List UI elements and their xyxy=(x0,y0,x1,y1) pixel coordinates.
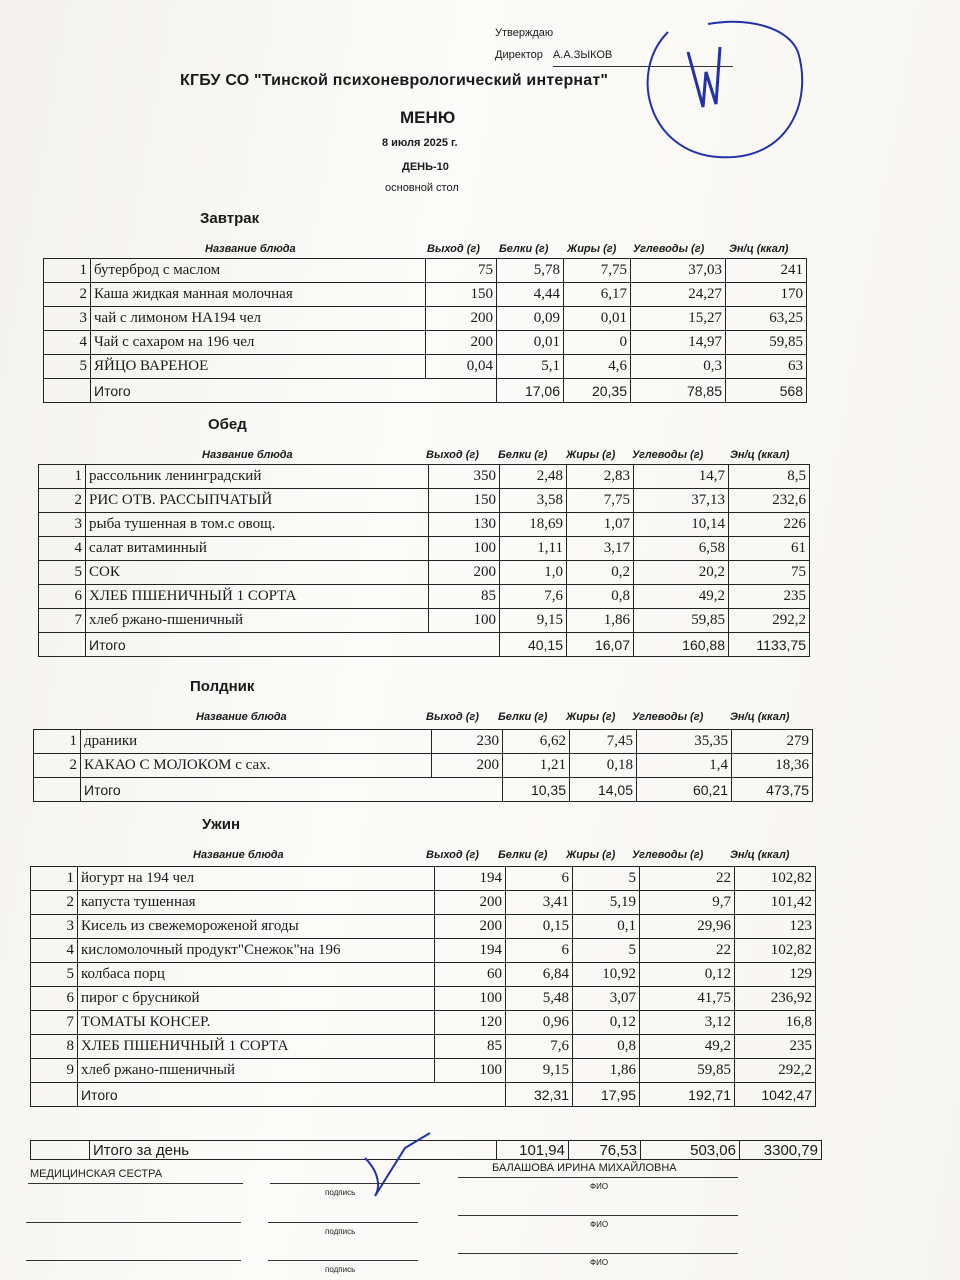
dish-protein: 0,96 xyxy=(506,1011,573,1035)
total-row xyxy=(44,379,807,403)
dish-yield: 100 xyxy=(429,609,500,633)
dish-name: РИС ОТВ. РАССЫПЧАТЫЙ xyxy=(86,489,429,513)
dish-kcal: 63,25 xyxy=(726,307,807,331)
menu-row xyxy=(39,513,810,537)
dish-name: хлеб ржано-пшеничный xyxy=(86,609,429,633)
dish-carbs: 29,96 xyxy=(640,915,735,939)
lunch-header xyxy=(202,449,789,461)
row-number: 2 xyxy=(39,489,86,513)
dish-yield: 150 xyxy=(429,489,500,513)
total-blank xyxy=(44,379,91,403)
total-blank xyxy=(39,633,86,657)
dish-carbs: 22 xyxy=(640,939,735,963)
row-number: 2 xyxy=(34,754,81,778)
dish-name: бутерброд с маслом xyxy=(91,259,426,283)
dish-name: Чай с сахаром на 196 чел xyxy=(91,331,426,355)
nurse-line xyxy=(28,1183,243,1184)
menu-row xyxy=(31,963,816,987)
dish-fat: 10,92 xyxy=(573,963,640,987)
total-carbs: 60,21 xyxy=(637,778,732,802)
day-total-label: Итого за день xyxy=(90,1141,497,1160)
total-label: Итого xyxy=(81,778,503,802)
dish-kcal: 16,8 xyxy=(735,1011,816,1035)
fio-caption-3: ФИО xyxy=(590,1258,609,1267)
director-label: Директор xyxy=(495,49,543,61)
dish-protein: 7,6 xyxy=(506,1035,573,1059)
dish-name: пирог с брусникой xyxy=(78,987,435,1011)
dish-kcal: 241 xyxy=(726,259,807,283)
dish-carbs: 35,35 xyxy=(637,730,732,754)
dish-name: ЯЙЦО ВАРЕНОЕ xyxy=(91,355,426,379)
dish-carbs: 6,58 xyxy=(634,537,729,561)
col-fat: Жиры (г) xyxy=(566,711,616,723)
menu-date: 8 июля 2025 г. xyxy=(382,137,458,149)
dish-kcal: 59,85 xyxy=(726,331,807,355)
dish-kcal: 63 xyxy=(726,355,807,379)
dish-yield: 200 xyxy=(429,561,500,585)
dish-carbs: 14,97 xyxy=(631,331,726,355)
dish-protein: 2,48 xyxy=(500,465,567,489)
dish-yield: 100 xyxy=(429,537,500,561)
dish-yield: 200 xyxy=(426,307,497,331)
blank-line-3a xyxy=(26,1260,241,1261)
director-signature-stamp xyxy=(628,12,818,162)
dish-name: колбаса порц xyxy=(78,963,435,987)
row-number: 5 xyxy=(44,355,91,379)
day-total-carbs: 503,06 xyxy=(641,1141,740,1160)
director-name: А.А.ЗЫКОВ xyxy=(553,44,733,67)
breakfast-table xyxy=(43,258,807,403)
total-protein: 10,35 xyxy=(503,778,570,802)
dish-yield: 100 xyxy=(435,987,506,1011)
total-protein: 17,06 xyxy=(497,379,564,403)
dish-carbs: 49,2 xyxy=(634,585,729,609)
dish-name: рассольник ленинградский xyxy=(86,465,429,489)
day-total-fat: 76,53 xyxy=(569,1141,641,1160)
row-number: 8 xyxy=(31,1035,78,1059)
dish-protein: 7,6 xyxy=(500,585,567,609)
dinner-title: Ужин xyxy=(202,816,241,833)
menu-row xyxy=(31,1035,816,1059)
total-kcal: 1042,47 xyxy=(735,1083,816,1107)
dish-fat: 2,83 xyxy=(567,465,634,489)
breakfast-title: Завтрак xyxy=(200,210,260,227)
menu-row xyxy=(31,891,816,915)
total-blank xyxy=(34,778,81,802)
dish-protein: 5,78 xyxy=(497,259,564,283)
row-number: 5 xyxy=(31,963,78,987)
row-number: 7 xyxy=(31,1011,78,1035)
dish-yield: 150 xyxy=(426,283,497,307)
sign-caption-2: подпись xyxy=(325,1227,356,1236)
dish-carbs: 37,03 xyxy=(631,259,726,283)
dish-kcal: 123 xyxy=(735,915,816,939)
nurse-label: МЕДИЦИНСКАЯ СЕСТРА xyxy=(30,1168,163,1180)
dish-yield: 200 xyxy=(435,915,506,939)
menu-row xyxy=(39,561,810,585)
dish-fat: 1,86 xyxy=(573,1059,640,1083)
col-yield: Выход (г) xyxy=(426,849,479,861)
row-number: 6 xyxy=(31,987,78,1011)
snack-header xyxy=(196,711,789,723)
row-number: 4 xyxy=(44,331,91,355)
dish-kcal: 235 xyxy=(729,585,810,609)
row-number: 3 xyxy=(44,307,91,331)
total-kcal: 473,75 xyxy=(732,778,813,802)
menu-row xyxy=(44,307,807,331)
row-number: 2 xyxy=(44,283,91,307)
fio-caption-2: ФИО xyxy=(590,1220,609,1229)
row-number: 1 xyxy=(31,867,78,891)
dish-name: драники xyxy=(81,730,432,754)
col-protein: Белки (г) xyxy=(498,849,548,861)
dish-protein: 1,0 xyxy=(500,561,567,585)
dish-protein: 1,21 xyxy=(503,754,570,778)
dish-carbs: 15,27 xyxy=(631,307,726,331)
dish-fat: 5 xyxy=(573,939,640,963)
dish-protein: 18,69 xyxy=(500,513,567,537)
dish-fat: 3,07 xyxy=(573,987,640,1011)
col-kcal: Эн/ц (ккал) xyxy=(729,243,789,255)
dish-yield: 120 xyxy=(435,1011,506,1035)
dish-name: капуста тушенная xyxy=(78,891,435,915)
day-total-kcal: 3300,79 xyxy=(740,1141,822,1160)
dish-name: КАКАО С МОЛОКОМ с сах. xyxy=(81,754,432,778)
dish-name: чай с лимоном НА194 чел xyxy=(91,307,426,331)
col-name: Название блюда xyxy=(193,849,284,861)
total-protein: 40,15 xyxy=(500,633,567,657)
dinner-header xyxy=(193,849,789,861)
lunch-table xyxy=(38,464,810,657)
col-kcal: Эн/ц (ккал) xyxy=(730,449,790,461)
dish-kcal: 18,36 xyxy=(732,754,813,778)
dish-protein: 1,11 xyxy=(500,537,567,561)
dish-protein: 9,15 xyxy=(500,609,567,633)
dish-yield: 200 xyxy=(426,331,497,355)
dish-kcal: 102,82 xyxy=(735,867,816,891)
dish-protein: 6,62 xyxy=(503,730,570,754)
dish-name: Каша жидкая манная молочная xyxy=(91,283,426,307)
dish-kcal: 226 xyxy=(729,513,810,537)
col-name: Название блюда xyxy=(202,449,293,461)
dish-yield: 100 xyxy=(435,1059,506,1083)
dish-carbs: 59,85 xyxy=(640,1059,735,1083)
dish-fat: 3,17 xyxy=(567,537,634,561)
menu-row xyxy=(31,1011,816,1035)
menu-row xyxy=(44,331,807,355)
dish-yield: 85 xyxy=(435,1035,506,1059)
col-fat: Жиры (г) xyxy=(566,849,616,861)
row-number: 5 xyxy=(39,561,86,585)
dish-yield: 0,04 xyxy=(426,355,497,379)
dish-protein: 3,58 xyxy=(500,489,567,513)
menu-row xyxy=(39,585,810,609)
breakfast-header xyxy=(205,243,788,255)
dish-carbs: 10,14 xyxy=(634,513,729,537)
approve-label: Утверждаю xyxy=(495,27,554,39)
col-fat: Жиры (г) xyxy=(567,243,617,255)
dish-fat: 1,86 xyxy=(567,609,634,633)
dish-yield: 200 xyxy=(432,754,503,778)
dish-protein: 5,48 xyxy=(506,987,573,1011)
col-fat: Жиры (г) xyxy=(566,449,616,461)
dish-protein: 6,84 xyxy=(506,963,573,987)
nurse-signature xyxy=(360,1128,440,1198)
fio-line-3 xyxy=(458,1253,738,1254)
dish-name: салат витаминный xyxy=(86,537,429,561)
dish-protein: 0,09 xyxy=(497,307,564,331)
dinner-table xyxy=(30,866,816,1107)
menu-row xyxy=(31,987,816,1011)
row-number: 3 xyxy=(31,915,78,939)
total-kcal: 568 xyxy=(726,379,807,403)
menu-row xyxy=(31,1059,816,1083)
dish-carbs: 20,2 xyxy=(634,561,729,585)
col-name: Название блюда xyxy=(196,711,287,723)
dish-carbs: 59,85 xyxy=(634,609,729,633)
dish-protein: 5,1 xyxy=(497,355,564,379)
dish-fat: 7,75 xyxy=(564,259,631,283)
row-number: 1 xyxy=(34,730,81,754)
row-number: 1 xyxy=(44,259,91,283)
dish-name: хлеб ржано-пшеничный xyxy=(78,1059,435,1083)
dish-carbs: 0,12 xyxy=(640,963,735,987)
dish-protein: 3,41 xyxy=(506,891,573,915)
row-number: 3 xyxy=(39,513,86,537)
row-number: 4 xyxy=(31,939,78,963)
dish-yield: 200 xyxy=(435,891,506,915)
dish-kcal: 170 xyxy=(726,283,807,307)
dish-protein: 4,44 xyxy=(497,283,564,307)
dish-kcal: 102,82 xyxy=(735,939,816,963)
menu-row xyxy=(31,867,816,891)
menu-title: МЕНЮ xyxy=(400,108,456,127)
total-label: Итого xyxy=(78,1083,506,1107)
menu-row xyxy=(39,465,810,489)
col-protein: Белки (г) xyxy=(498,449,548,461)
col-protein: Белки (г) xyxy=(498,711,548,723)
dish-carbs: 49,2 xyxy=(640,1035,735,1059)
dish-carbs: 0,3 xyxy=(631,355,726,379)
dish-yield: 60 xyxy=(435,963,506,987)
dish-name: йогурт на 194 чел xyxy=(78,867,435,891)
total-fat: 16,07 xyxy=(567,633,634,657)
dish-fat: 7,45 xyxy=(570,730,637,754)
dish-yield: 350 xyxy=(429,465,500,489)
col-yield: Выход (г) xyxy=(427,243,480,255)
dish-carbs: 41,75 xyxy=(640,987,735,1011)
col-carbs: Углеводы (г) xyxy=(632,849,704,861)
dish-yield: 194 xyxy=(435,939,506,963)
col-name: Название блюда xyxy=(205,243,296,255)
row-number: 9 xyxy=(31,1059,78,1083)
col-carbs: Углеводы (г) xyxy=(632,449,704,461)
col-carbs: Углеводы (г) xyxy=(633,243,705,255)
sign-caption-3: подпись xyxy=(325,1265,356,1274)
dish-name: ХЛЕБ ПШЕНИЧНЫЙ 1 СОРТА xyxy=(78,1035,435,1059)
dish-kcal: 232,6 xyxy=(729,489,810,513)
table-kind: основной стол xyxy=(385,182,459,194)
dish-fat: 4,6 xyxy=(564,355,631,379)
sign-caption-1: подпись xyxy=(325,1188,356,1197)
dish-fat: 0,01 xyxy=(564,307,631,331)
dish-kcal: 279 xyxy=(732,730,813,754)
row-number: 7 xyxy=(39,609,86,633)
col-kcal: Эн/ц (ккал) xyxy=(730,711,790,723)
dish-fat: 0,2 xyxy=(567,561,634,585)
sign-line-3 xyxy=(268,1260,418,1261)
dish-fat: 0,8 xyxy=(567,585,634,609)
dish-fat: 1,07 xyxy=(567,513,634,537)
dish-name: ТОМАТЫ КОНСЕР. xyxy=(78,1011,435,1035)
col-carbs: Углеводы (г) xyxy=(632,711,704,723)
dish-carbs: 3,12 xyxy=(640,1011,735,1035)
menu-row xyxy=(31,939,816,963)
dish-fat: 0 xyxy=(564,331,631,355)
dish-kcal: 61 xyxy=(729,537,810,561)
dish-kcal: 235 xyxy=(735,1035,816,1059)
row-number: 2 xyxy=(31,891,78,915)
total-fat: 14,05 xyxy=(570,778,637,802)
dish-carbs: 1,4 xyxy=(637,754,732,778)
fio-line-2 xyxy=(458,1215,738,1216)
dish-fat: 0,8 xyxy=(573,1035,640,1059)
fio-line-1 xyxy=(458,1177,738,1178)
total-carbs: 160,88 xyxy=(634,633,729,657)
dish-name: рыба тушенная в том.с овощ. xyxy=(86,513,429,537)
blank-line-2a xyxy=(26,1222,241,1223)
dish-yield: 130 xyxy=(429,513,500,537)
dish-name: кисломолочный продукт"Снежок"на 196 xyxy=(78,939,435,963)
dish-fat: 5 xyxy=(573,867,640,891)
total-kcal: 1133,75 xyxy=(729,633,810,657)
dish-name: ХЛЕБ ПШЕНИЧНЫЙ 1 СОРТА xyxy=(86,585,429,609)
sign-line-2 xyxy=(268,1222,418,1223)
menu-day: ДЕНЬ-10 xyxy=(402,161,449,173)
fio-caption-1: ФИО xyxy=(590,1182,609,1191)
total-carbs: 192,71 xyxy=(640,1083,735,1107)
dish-fat: 0,12 xyxy=(573,1011,640,1035)
menu-row xyxy=(34,754,813,778)
row-number: 6 xyxy=(39,585,86,609)
col-protein: Белки (г) xyxy=(499,243,549,255)
total-fat: 17,95 xyxy=(573,1083,640,1107)
menu-row xyxy=(44,355,807,379)
dish-carbs: 14,7 xyxy=(634,465,729,489)
dish-kcal: 292,2 xyxy=(729,609,810,633)
dish-yield: 194 xyxy=(435,867,506,891)
dish-protein: 9,15 xyxy=(506,1059,573,1083)
dish-carbs: 24,27 xyxy=(631,283,726,307)
dish-kcal: 101,42 xyxy=(735,891,816,915)
row-number: 4 xyxy=(39,537,86,561)
total-fat: 20,35 xyxy=(564,379,631,403)
menu-row xyxy=(34,730,813,754)
menu-row xyxy=(31,915,816,939)
day-total-protein: 101,94 xyxy=(497,1141,569,1160)
menu-row xyxy=(44,259,807,283)
dish-protein: 0,01 xyxy=(497,331,564,355)
total-carbs: 78,85 xyxy=(631,379,726,403)
dish-carbs: 9,7 xyxy=(640,891,735,915)
dish-protein: 6 xyxy=(506,939,573,963)
nurse-name: БАЛАШОВА ИРИНА МИХАЙЛОВНА xyxy=(492,1162,677,1174)
dish-name: СОК xyxy=(86,561,429,585)
dish-protein: 0,15 xyxy=(506,915,573,939)
dish-fat: 7,75 xyxy=(567,489,634,513)
total-row xyxy=(31,1083,816,1107)
col-yield: Выход (г) xyxy=(426,449,479,461)
dish-yield: 230 xyxy=(432,730,503,754)
col-yield: Выход (г) xyxy=(426,711,479,723)
dish-kcal: 129 xyxy=(735,963,816,987)
col-kcal: Эн/ц (ккал) xyxy=(730,849,790,861)
snack-table xyxy=(33,729,813,802)
menu-row xyxy=(39,489,810,513)
dish-protein: 6 xyxy=(506,867,573,891)
sign-line-1 xyxy=(270,1183,420,1184)
total-protein: 32,31 xyxy=(506,1083,573,1107)
dish-carbs: 22 xyxy=(640,867,735,891)
dish-kcal: 75 xyxy=(729,561,810,585)
dish-fat: 0,1 xyxy=(573,915,640,939)
row-number: 1 xyxy=(39,465,86,489)
menu-row xyxy=(39,537,810,561)
dish-kcal: 292,2 xyxy=(735,1059,816,1083)
dish-name: Кисель из свежемороженой ягоды xyxy=(78,915,435,939)
dish-carbs: 37,13 xyxy=(634,489,729,513)
dish-fat: 5,19 xyxy=(573,891,640,915)
lunch-title: Обед xyxy=(208,416,247,433)
total-blank xyxy=(31,1083,78,1107)
dish-fat: 6,17 xyxy=(564,283,631,307)
org-name: КГБУ СО "Тинской психоневрологический интернат" xyxy=(180,72,609,89)
snack-title: Полдник xyxy=(190,678,255,695)
total-row xyxy=(34,778,813,802)
menu-row xyxy=(44,283,807,307)
total-row xyxy=(39,633,810,657)
dish-fat: 0,18 xyxy=(570,754,637,778)
dish-kcal: 8,5 xyxy=(729,465,810,489)
total-label: Итого xyxy=(91,379,497,403)
dish-yield: 85 xyxy=(429,585,500,609)
dish-kcal: 236,92 xyxy=(735,987,816,1011)
menu-row xyxy=(39,609,810,633)
dish-yield: 75 xyxy=(426,259,497,283)
total-label: Итого xyxy=(86,633,500,657)
